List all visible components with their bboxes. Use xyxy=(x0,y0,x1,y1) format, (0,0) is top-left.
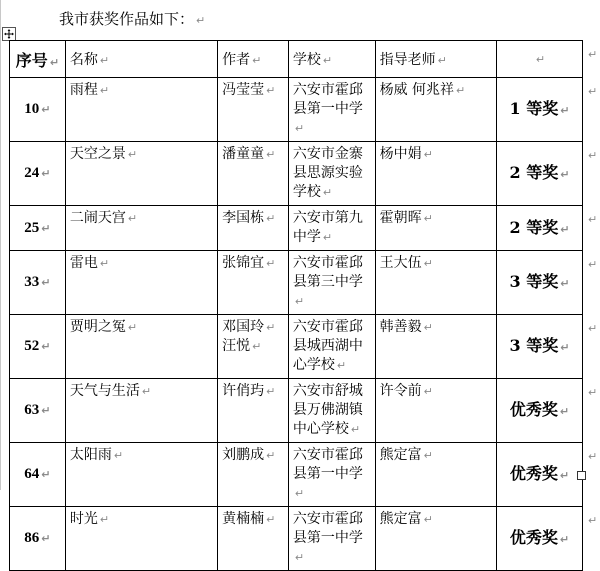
work-name: 贾明之冤 xyxy=(69,319,126,335)
paragraph-mark: ↵ xyxy=(266,84,276,97)
award-cell xyxy=(497,142,583,206)
paragraph-mark: ↵ xyxy=(99,54,110,67)
serial-number: 52 xyxy=(24,338,40,354)
paragraph-mark: ↵ xyxy=(294,551,305,564)
award-cell xyxy=(497,315,583,379)
paragraph-mark: ↵ xyxy=(266,513,276,526)
school-cell xyxy=(288,251,375,315)
author-cell xyxy=(218,251,289,315)
paragraph-mark: ↵ xyxy=(560,277,570,290)
paragraph-mark: ↵ xyxy=(322,231,333,244)
paragraph-mark: ↵ xyxy=(41,167,51,180)
school-cell xyxy=(288,379,375,443)
serial-cell xyxy=(10,315,66,379)
author-name: 潘童童 xyxy=(222,146,265,162)
header-label: 指导老师 xyxy=(379,52,436,68)
award-cell xyxy=(497,78,583,142)
header-author xyxy=(218,41,289,78)
school-name: 六安市霍邱县第一中学 xyxy=(292,511,363,546)
teacher-name: 许令前 xyxy=(379,383,422,399)
table-row xyxy=(10,251,600,315)
table-row xyxy=(10,507,600,571)
serial-cell xyxy=(10,78,66,142)
school-cell xyxy=(288,78,375,142)
end-of-row-cell xyxy=(582,251,599,315)
teacher-name: 韩善毅 xyxy=(379,319,422,335)
work-name: 时光 xyxy=(69,511,98,527)
table-row xyxy=(10,206,600,251)
paragraph-mark: ↵ xyxy=(423,257,433,270)
end-of-row-mark: ↵ xyxy=(587,84,598,98)
page-title-row xyxy=(59,8,205,29)
award-cell xyxy=(497,443,583,507)
header-teacher xyxy=(375,41,496,78)
school-name: 六安市第九中学 xyxy=(292,210,363,245)
paragraph-mark: ↵ xyxy=(266,212,276,225)
work-name-cell xyxy=(65,206,217,251)
end-of-row-mark: ↵ xyxy=(587,513,598,527)
school-name: 六安市金寨县思源实验学校 xyxy=(292,146,363,200)
award-label: 优秀奖 xyxy=(509,400,558,419)
paragraph-mark: ↵ xyxy=(41,404,51,417)
serial-number: 25 xyxy=(24,219,40,236)
paragraph-mark: ↵ xyxy=(41,468,51,481)
award-label: 优秀奖 xyxy=(509,528,558,547)
paragraph-mark: ↵ xyxy=(423,212,433,225)
school-name: 六安市霍邱县城西湖中心学校 xyxy=(292,319,363,373)
page-title: 我市获奖作品如下： xyxy=(59,10,195,28)
end-of-row-cell xyxy=(582,379,599,443)
school-name: 六安市舒城县万佛湖镇中心学校 xyxy=(292,383,363,437)
header-school xyxy=(288,41,375,78)
table-resize-handle[interactable] xyxy=(577,471,586,480)
paragraph-mark: ↵ xyxy=(336,359,347,372)
paragraph-mark: ↵ xyxy=(99,84,110,97)
award-cell xyxy=(497,206,583,251)
paragraph-mark: ↵ xyxy=(456,84,466,97)
paragraph-mark: ↵ xyxy=(41,340,51,353)
table-row xyxy=(10,78,600,142)
paragraph-mark: ↵ xyxy=(423,321,433,334)
author-cell xyxy=(218,206,289,251)
award-cell xyxy=(497,379,583,443)
teacher-cell xyxy=(375,251,496,315)
author-cell-lines xyxy=(222,209,284,228)
end-of-row-mark: ↵ xyxy=(587,449,598,463)
school-cell xyxy=(288,315,375,379)
teacher-name: 霍朝晖 xyxy=(379,210,422,226)
paragraph-mark: ↵ xyxy=(322,186,333,199)
author-cell-lines xyxy=(222,382,284,401)
paragraph-mark: ↵ xyxy=(41,103,51,116)
paragraph-mark: ↵ xyxy=(559,405,570,418)
paragraph-mark: ↵ xyxy=(99,257,110,270)
author-cell-lines xyxy=(222,510,284,529)
paragraph-mark: ↵ xyxy=(127,321,138,334)
paragraph-mark: ↵ xyxy=(127,212,138,225)
school-name: 六安市霍邱县第一中学 xyxy=(292,447,363,482)
award-cell xyxy=(497,251,583,315)
author-name: 许俏玙 xyxy=(222,383,265,399)
author-cell xyxy=(218,315,289,379)
paragraph-mark: ↵ xyxy=(141,385,152,398)
teacher-cell xyxy=(375,443,496,507)
work-name-cell xyxy=(65,78,217,142)
award-label: 优秀奖 xyxy=(509,464,558,483)
author-cell-lines xyxy=(222,254,284,273)
header-label: 名称 xyxy=(69,52,98,68)
end-of-row-cell xyxy=(582,142,599,206)
work-name-cell xyxy=(65,315,217,379)
author-name: 冯莹莹 xyxy=(222,82,265,98)
end-of-row-mark: ↵ xyxy=(587,257,598,271)
award-label: 3 等奖 xyxy=(509,336,559,355)
end-of-row-mark: ↵ xyxy=(587,148,598,162)
paragraph-mark: ↵ xyxy=(252,340,262,353)
end-of-row-cell xyxy=(582,507,599,571)
author-cell xyxy=(218,142,289,206)
paragraph-mark: ↵ xyxy=(113,449,124,462)
paragraph-mark: ↵ xyxy=(294,295,305,308)
serial-number: 86 xyxy=(24,530,40,546)
serial-cell xyxy=(10,142,66,206)
serial-cell xyxy=(10,379,66,443)
paragraph-mark: ↵ xyxy=(437,54,447,67)
paragraph-mark: ↵ xyxy=(41,221,51,235)
author-cell-lines xyxy=(222,318,284,356)
serial-number: 33 xyxy=(24,274,40,290)
paragraph-mark: ↵ xyxy=(266,148,276,161)
teacher-cell xyxy=(375,379,496,443)
serial-number: 24 xyxy=(24,165,40,181)
header-label: 作者 xyxy=(222,52,251,68)
award-label: 2 等奖 xyxy=(509,217,559,237)
end-of-row-cell xyxy=(582,315,599,379)
paragraph-mark: ↵ xyxy=(423,513,433,526)
author-name: 张锦宜 xyxy=(222,255,265,271)
header-label: 学校 xyxy=(292,52,321,68)
paragraph-mark: ↵ xyxy=(560,168,570,181)
work-name-cell xyxy=(65,507,217,571)
author-cell-lines xyxy=(222,81,284,100)
teacher-name: 熊定富 xyxy=(379,511,422,527)
table-row xyxy=(10,443,600,507)
table-row xyxy=(10,315,600,379)
end-of-row-cell xyxy=(582,206,599,251)
author-cell xyxy=(218,78,289,142)
paragraph-mark: ↵ xyxy=(127,148,138,161)
paragraph-mark: ↵ xyxy=(266,321,276,334)
teacher-cell xyxy=(375,142,496,206)
table-row xyxy=(10,142,600,206)
paragraph-mark: ↵ xyxy=(559,533,570,546)
awards-table xyxy=(9,40,600,571)
teacher-cell xyxy=(375,507,496,571)
header-serial xyxy=(10,41,66,78)
school-cell xyxy=(288,443,375,507)
teacher-cell xyxy=(375,206,496,251)
author-cell-lines xyxy=(222,446,284,465)
author-cell xyxy=(218,507,289,571)
author-name: 汪悦 xyxy=(222,338,251,354)
serial-cell xyxy=(10,507,66,571)
award-label: 3 等奖 xyxy=(509,272,559,291)
paragraph-mark: ↵ xyxy=(559,469,570,482)
end-of-row-mark: ↵ xyxy=(587,212,598,226)
paragraph-mark: ↵ xyxy=(423,385,433,398)
author-cell xyxy=(218,443,289,507)
end-of-row-mark: ↵ xyxy=(587,385,598,399)
header-award xyxy=(497,41,583,78)
serial-cell xyxy=(10,206,66,251)
end-of-row-mark: ↵ xyxy=(587,47,598,61)
end-of-row-cell xyxy=(582,41,599,78)
teacher-cell xyxy=(375,315,496,379)
work-name-cell xyxy=(65,379,217,443)
table-move-handle[interactable] xyxy=(2,27,16,41)
serial-cell xyxy=(10,443,66,507)
work-name: 天气与生活 xyxy=(69,383,140,399)
work-name-cell xyxy=(65,251,217,315)
school-name: 六安市霍邱县第三中学 xyxy=(292,255,363,290)
author-cell-lines xyxy=(222,145,284,164)
paragraph-mark: ↵ xyxy=(266,385,276,398)
author-name: 刘鹏成 xyxy=(222,447,265,463)
paragraph-mark: ↵ xyxy=(266,449,276,462)
serial-number: 64 xyxy=(24,466,40,482)
paragraph-mark: ↵ xyxy=(41,276,51,289)
serial-cell xyxy=(10,251,66,315)
work-name: 天空之景 xyxy=(69,146,126,162)
serial-number: 63 xyxy=(24,402,40,418)
work-name: 太阳雨 xyxy=(69,447,112,463)
paragraph-mark: ↵ xyxy=(99,513,110,526)
table-body xyxy=(10,41,600,571)
author-name: 黄楠楠 xyxy=(222,511,265,527)
school-cell xyxy=(288,507,375,571)
paragraph-mark: ↵ xyxy=(41,532,51,545)
paragraph-mark: ↵ xyxy=(266,257,276,270)
paragraph-mark: ↵ xyxy=(322,54,333,67)
header-name xyxy=(65,41,217,78)
end-of-row-cell xyxy=(582,78,599,142)
work-name-cell xyxy=(65,443,217,507)
paragraph-mark: ↵ xyxy=(49,55,60,69)
work-name: 二闹天宫 xyxy=(69,210,126,226)
header-label: 序号 xyxy=(15,50,48,70)
paragraph-mark: ↵ xyxy=(252,54,262,67)
teacher-cell xyxy=(375,78,496,142)
teacher-name: 王大伍 xyxy=(379,255,422,271)
school-cell xyxy=(288,206,375,251)
paragraph-mark: ↵ xyxy=(294,122,305,135)
award-label: 2 等奖 xyxy=(509,163,559,182)
paragraph-mark: ↵ xyxy=(423,449,433,462)
teacher-name: 杨威 何兆祥 xyxy=(379,82,455,98)
school-cell xyxy=(288,142,375,206)
author-name: 邓国玲 xyxy=(222,319,265,335)
paragraph-mark: ↵ xyxy=(560,222,570,236)
author-name: 李国栋 xyxy=(222,210,265,226)
work-name: 雨程 xyxy=(69,82,98,98)
paragraph-mark: ↵ xyxy=(560,341,570,354)
school-name: 六安市霍邱县第一中学 xyxy=(292,82,363,117)
author-cell xyxy=(218,379,289,443)
paragraph-mark: ↵ xyxy=(350,423,361,436)
work-name-cell xyxy=(65,142,217,206)
teacher-name: 熊定富 xyxy=(379,447,422,463)
table-row xyxy=(10,379,600,443)
teacher-name: 杨中娟 xyxy=(379,146,422,162)
paragraph-mark: ↵ xyxy=(560,104,570,117)
paragraph-mark: ↵ xyxy=(196,14,206,27)
award-cell xyxy=(497,507,583,571)
award-label: 1 等奖 xyxy=(509,99,559,118)
header-row xyxy=(10,41,600,78)
paragraph-mark: ↵ xyxy=(294,487,305,500)
move-arrows-icon xyxy=(4,29,14,39)
end-of-row-mark: ↵ xyxy=(587,321,598,335)
work-name: 雷电 xyxy=(69,255,98,271)
paragraph-mark: ↵ xyxy=(423,148,433,161)
paragraph-mark: ↵ xyxy=(535,53,546,66)
serial-number: 10 xyxy=(24,101,40,117)
